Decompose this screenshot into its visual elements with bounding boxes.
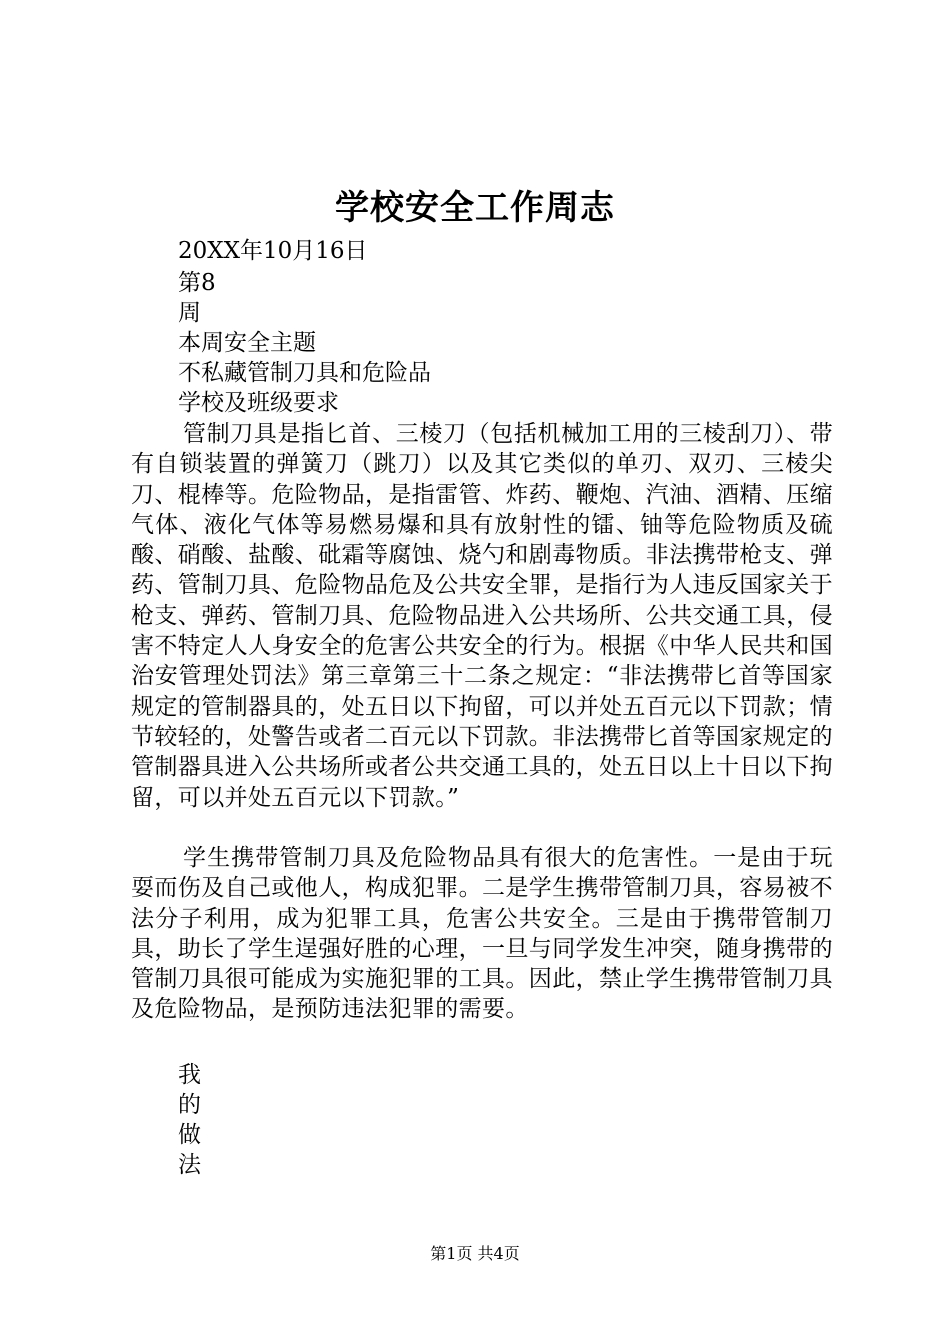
document-title: 学校安全工作周志	[335, 188, 615, 228]
practice-char: 做	[178, 1122, 201, 1148]
theme-text: 不私藏管制刀具和危险品	[178, 360, 431, 386]
theme-label: 本周安全主题	[178, 330, 316, 356]
week-prefix: 第8	[178, 270, 216, 296]
requirement-label: 学校及班级要求	[178, 390, 339, 416]
practice-char: 法	[178, 1152, 201, 1178]
paragraph-regulation: 管制刀具是指匕首、三棱刀（包括机械加工用的三棱刮刀）、带有自锁装置的弹簧刀（跳刀）以及其它类似的单刃、双刃、三棱尖刀、棍棒等。危险物品，是指雷管、炸药、鞭炮、汽油、酒精、压缩气体、液化气体等易燃易爆和具有放射性的镭、铀等危险物质及硫酸、硝酸、盐酸、砒霜等腐蚀、烧勺和剧毒物质。非法携带枪支、弹药、管制刀具、危险物品危及公共安全罪，是指行为人违反国家关于枪支、弹药、管制刀具、危险物品进入公共场所、公共交通工具，侵害不特定人人身安全的危害公共安全的行为。根据《中华人民共和国治安管理处罚法》第三章第三十二条之规定：“非法携带匕首等国家规定的管制器具的，处五日以下拘留，可以并处五百元以下罚款；情节较轻的，处警告或者二百元以下罚款。非法携带匕首等国家规定的管制器具进入公共场所或者公共交通工具的，处五日以上十日以下拘留，可以并处五百元以下罚款。”	[131, 421, 833, 811]
paragraph-hazards: 学生携带管制刀具及危险物品具有很大的危害性。一是由于玩耍而伤及自己或他人，构成犯罪。二是学生携带管制刀具，容易被不法分子利用，成为犯罪工具，危害公共安全。三是由于携带管制刀具，助长了学生逞强好胜的心理，一旦与同学发生冲突，随身携带的管制刀具很可能成为实施犯罪的工具。因此，禁止学生携带管制刀具及危险物品，是预防违法犯罪的需要。	[131, 845, 833, 1023]
page-footer: 第1页 共4页	[430, 1244, 520, 1263]
document-date: 20XX年10月16日	[178, 238, 368, 264]
week-suffix: 周	[178, 300, 201, 326]
practice-char: 的	[178, 1092, 201, 1118]
practice-char: 我	[178, 1062, 201, 1088]
